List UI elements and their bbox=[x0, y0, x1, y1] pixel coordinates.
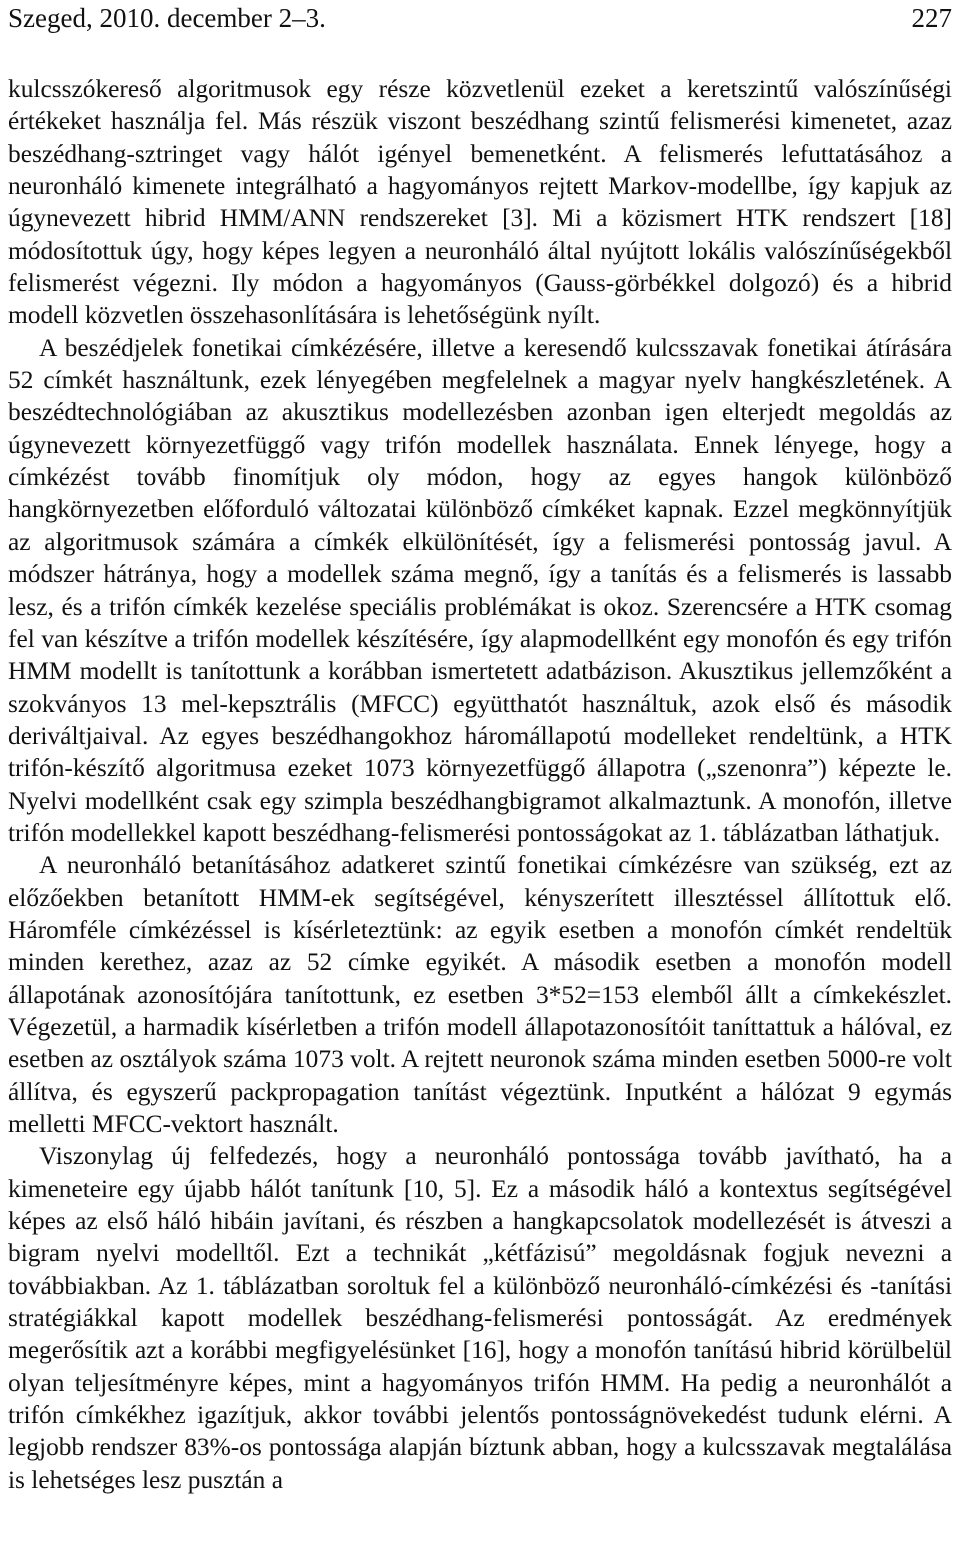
paragraph-two-phase-network: Viszonylag új felfedezés, hogy a neuronháló pontossága tovább javítható, ha a kimeneteire egy újabb hálót tanítunk [10, 5]. Ez a második háló a kontextus segítségével képes az első háló hibáin javítani, és részben a hangkapcsolatok modellezését is átveszi a bigram nyelvi modelltől. Ezt a technikát „kétfázisú” megoldásnak fogjuk nevezni a továbbiakban. Az 1. táblázatban soroltuk fel a különböző neuronháló-címkézési és -tanítási stratégiákkal kapott modellek beszédhang-felismerési pontosságát. Az eredmények megerősítik azt a korábbi megfigyelésünket [16], hogy a monofón tanítású hibrid körülbelül olyan teljesítményre képes, mint a hagyományos trifón HMM. Ha pedig a neuronhálót a trifón címkékhez igazítjuk, akkor további jelentős pontosságnövekedést tudunk elérni. A legjobb rendszer 83%-os pontossága alapján bíztunk abban, hogy a kulcsszavak megtalálása is lehetséges lesz pusztán a bbox=[8, 1142, 952, 1494]
paragraph-phonetic-labeling: A beszédjelek fonetikai címkézésére, illetve a keresendő kulcsszavak fonetikai átírására 52 címkét használtunk, ezek lényegében megfelelnek a magyar nyelv hangkészletének. A beszédtechnológiában az akusztikus modellezésben azonban igen elterjedt megoldás az úgynevezett környezetfüggő vagy trifón modellek használata. Ennek lényege, hogy a címkézést tovább finomítjuk oly módon, hogy az egyes hangok különböző hangkörnyezetben előforduló változatai különböző címkéket kapnak. Ezzel megkönnyítjük az algoritmusok számára a címkék elkülönítését, így a felismerési pontosság javul. A módszer hátránya, hogy a modellek száma megnő, így a tanítás és a felismerés is lassabb lesz, és a trifón címkék kezelése speciális problémákat is okoz. Szerencsére a HTK csomag fel van készítve a trifón modellek készítésére, így alapmodellként egy monofón és egy trifón HMM modellt is tanítottunk a korábban ismertetett adatbázison. Akusztikus jellemzőként a szokványos 13 mel-kepsztrális (MFCC) együtthatót használtuk, azok első és második deriváltjaival. Az egyes beszédhangokhoz háromállapotú modelleket rendeltünk, a HTK trifón-készítő algoritmusa ezeket 1073 környezetfüggő állapotra („szenonra”) képezte le. Nyelvi modellként csak egy szimpla beszédhangbigramot alkalmaztunk. A monofón, illetve trifón modellekkel kapott beszédhang-felismerési pontosságokat az 1. táblázatban láthatjuk. bbox=[8, 333, 952, 847]
running-header bbox=[8, 0, 952, 36]
paragraph-neural-net-training: A neuronháló betanításához adatkeret szintű fonetikai címkézésre van szükség, ezt az előzőekben betanított HMM-ek segítségével, kényszerített illesztéssel állítottuk elő. Háromféle címkézéssel is kísérleteztünk: az egyik esetben a monofón címkét rendeltük minden kerethez, azaz az 52 címke egyikét. A második esetben a monofón modell állapotának azonosítójára tanítottunk, ez esetben 3*52=153 elemből állt a címkekészlet. Végezetül, a harmadik kísérletben a trifón modell állapotazonosítóit taníttattuk a hálóval, ez esetben az osztályok száma 1073 volt. A rejtett neuronok száma minden esetben 5000-re volt állítva, és egyszerű packpropagation tanítást végeztünk. Inputként a hálózat 9 egymás melletti MFCC-vektort használt. bbox=[8, 851, 952, 1138]
paragraph-hybrid-hmm-ann: kulcsszókereső algoritmusok egy része közvetlenül ezeket a keretszintű valószínűségi értékeket használja fel. Más részük viszont beszédhang szintű felismerési kimenetet, azaz beszédhang-sztringet vagy hálót igényel bemenetként. A felismerés lefuttatásához a neuronháló kimenete integrálható a hagyományos rejtett Markov-modellbe, így kapjuk az úgynevezett hibrid HMM/ANN rendszereket [3]. Mi a közismert HTK rendszert [18] módosítottuk úgy, hogy képes legyen a neuronháló által nyújtott lokális valószínűségekből felismerést végezni. Ily módon a hagyományos (Gauss-görbékkel dolgozó) és a hibrid modell közvetlen összehasonlítására is lehetőségünk nyílt. bbox=[8, 75, 952, 330]
header-conference-date: Szeged, 2010. december 2–3. bbox=[8, 3, 326, 33]
body-text bbox=[8, 73, 952, 1496]
page-number: 227 bbox=[911, 3, 952, 33]
